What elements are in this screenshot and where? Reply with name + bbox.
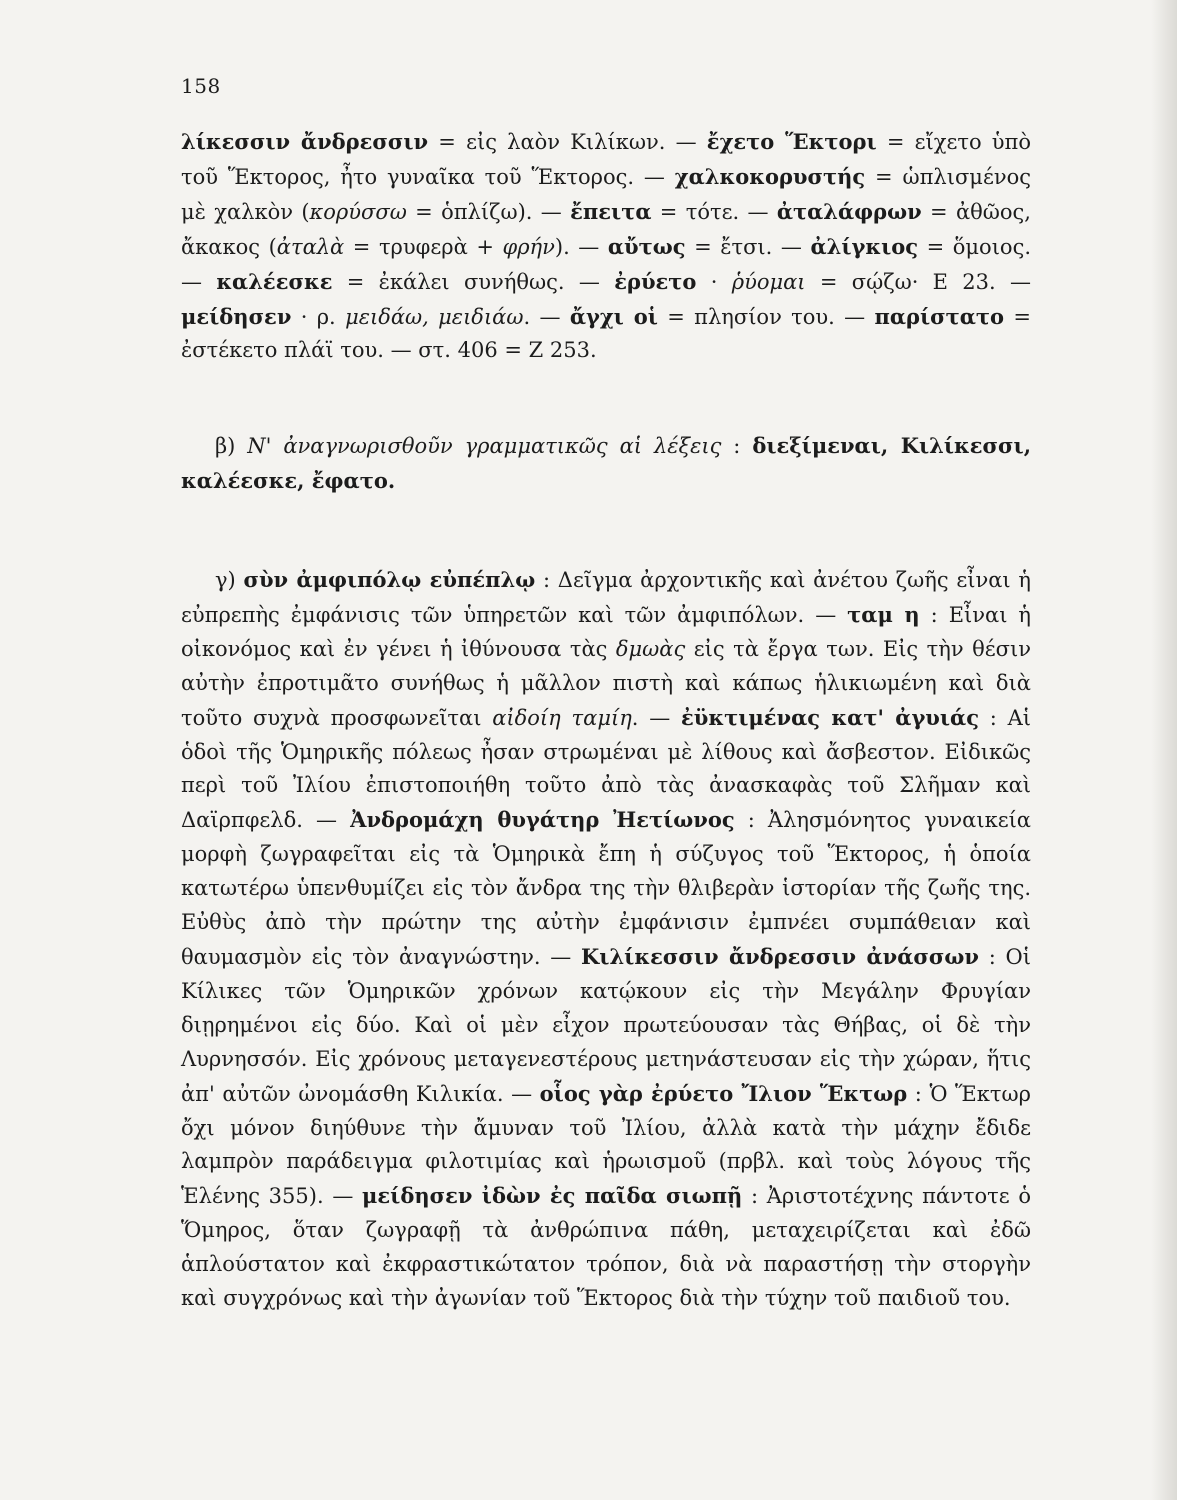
body-text: : Αἱ ὁδοὶ τῆς Ὁμηρικῆς πόλεως ἦσαν στρωμέναι μὲ λίθους καὶ ἄσβεστον. Εἰδικῶς περὶ τοῦ Ἰλίου ἐπιστοποιήθη τοῦτο ἀπὸ τὰς ἀνασκαφὰς τοῦ Σλῆμαν καὶ Δαϊρπφελδ. —: [181, 705, 1032, 833]
body-text: = ἐστέκετο πλάϊ του. — στ. 406 = Ζ 253.: [181, 304, 1031, 363]
body-text: γ): [215, 568, 244, 592]
italic-term: ἀταλὰ: [276, 234, 345, 259]
body-text: = ὡπλισμένος μὲ χαλκὸν (: [181, 164, 1031, 224]
grammar-exercise-paragraph: [181, 429, 1031, 499]
body-text: εἰς τὰ ἔργα των. Εἰς τὴν θέσιν αὐτὴν ἐπροτιμᾶτο συνήθως ἡ μᾶλλον πιστὴ καὶ κάπως ἡλικιωμένη καὶ διὰ τοῦτο συχνὰ προσφωνεῖται: [181, 636, 1031, 730]
body-text: = τρυφερὰ +: [344, 234, 503, 259]
body-text: : Οἱ Κίλικες τῶν Ὁμηρικῶν χρόνων κατῴκουν εἰς τὴν Μεγάλην Φρυγίαν διῃρημένοι εἰς δύο. Καὶ οἱ μὲν εἶχον πρωτεύουσαν τὰς Θήβας, οἱ δὲ τὴν Λυρνησσόν. Εἰς χρόνους μεταγενεστέρους μετηνάστευσαν εἰς τὴν χώραν, ἥτις ἀπ' αὐτῶν ὠνομάσθη Κιλικία. —: [181, 944, 1031, 1106]
headword: διεξίμεναι, Κιλίκεσσι, καλέεσκε, ἔφατο.: [181, 433, 1032, 493]
headword: ἄγχι οἱ: [569, 303, 658, 329]
body-text: : Δεῖγμα ἀρχοντικῆς καὶ ἀνέτου ζωῆς εἶναι ἡ εὐπρεπὴς ἐμφάνισις τῶν ὑπηρετῶν καὶ τῶν ἀμφιπόλων. —: [181, 568, 1031, 627]
headword: ἀταλάφρων: [776, 198, 922, 224]
body-text: = ἐκάλει συνήθως. —: [332, 269, 615, 294]
italic-term: Ν' ἀναγνωρισθοῦν γραμματικῶς αἱ λέξεις: [247, 434, 722, 458]
body-text: = εἰς λαὸν Κιλίκων. —: [428, 130, 707, 154]
body-text: ·: [696, 269, 732, 294]
headword: ἐϋκτιμένας κατ' ἀγυιάς: [681, 704, 979, 730]
body-text: = ἀθῶος, ἄκακος (: [181, 199, 1031, 259]
headword: ἔπειτα: [570, 198, 652, 224]
headword: Κιλίκεσσιν ἄνδρεσσιν ἀνάσσων: [581, 943, 979, 969]
body-text: : Ὁ Ἕκτωρ ὄχι μόνον διηύθυνε τὴν ἄμυναν τοῦ Ἰλίου, ἀλλὰ κατὰ τὴν μάχην ἔδιδε λαμπρὸν παράδειγμα φιλοτιμίας καὶ ἡρωισμοῦ (πρβλ. καὶ τοὺς λόγους τῆς Ἑλένης 355). —: [181, 1081, 1032, 1209]
body-text: = πλησίον του. —: [657, 304, 875, 329]
body-text: = ἔτσι. —: [685, 234, 811, 259]
italic-term: δμωὰς: [615, 636, 686, 661]
commentary-paragraph: [181, 563, 1031, 1316]
body-text: : Ἀριστοτέχνης πάντοτε ὁ Ὅμηρος, ὅταν ζωγραφῇ τὰ ἀνθρώπινα πάθη, μεταχειρίζεται καὶ ἐδῶ ἁπλούστατον καὶ ἐκφραστικώτατον τρόπον, διὰ νὰ παραστήσῃ τὴν στοργὴν καὶ συγχρόνως καὶ τὴν ἀγωνίαν τοῦ Ἕκτορος διὰ τὴν τύχην τοῦ παιδιοῦ του.: [181, 1184, 1031, 1311]
page-number: 158: [181, 74, 221, 98]
headword: ἔχετο Ἕκτορι: [706, 129, 877, 154]
body-text: = σῴζω· Ε 23. —: [805, 269, 1032, 294]
italic-term: φρήν: [502, 234, 555, 259]
headword: Ἀνδρομάχη θυγάτηρ Ἠετίωνος: [350, 807, 735, 833]
italic-term: ῥύομαι: [731, 269, 806, 294]
body-text: = ὅμοιος. —: [181, 234, 1032, 294]
headword: λίκεσσιν ἄνδρεσσιν: [181, 129, 429, 154]
body-text: = εἴχετο ὑπὸ τοῦ Ἕκτορος, ἦτο γυναῖκα τοῦ Ἕκτορος. —: [181, 130, 1031, 189]
body-text: :: [721, 434, 753, 458]
body-text: : Εἶναι ἡ οἰκονόμος καὶ ἐν γένει ἡ ἰθύνουσα τὰς: [181, 602, 1031, 661]
body-text: . —: [631, 705, 681, 730]
italic-term: αἰδοίη ταμίη: [492, 705, 632, 730]
body-text: · ρ.: [291, 304, 346, 329]
headword: αὔτως: [607, 233, 686, 259]
headword: σὺν ἀμφιπόλῳ εὐπέπλῳ: [243, 567, 536, 592]
body-text: . —: [523, 304, 570, 329]
italic-term: κορύσσω: [309, 199, 407, 224]
italic-term: μειδάω, μειδιάω: [345, 304, 524, 329]
paragraph-gamma: [181, 563, 1031, 1316]
headword: ταμ η: [847, 601, 920, 627]
headword: παρίστατο: [874, 303, 1005, 329]
headword: ἀλίγκιος: [810, 233, 919, 259]
body-text: = ὁπλίζω). —: [406, 199, 571, 224]
headword: καλέεσκε: [216, 268, 333, 294]
body-text: ). —: [554, 234, 608, 259]
body-text: β): [215, 434, 248, 458]
headword: ἐρύετο: [614, 268, 697, 294]
headword: μείδησεν: [181, 303, 292, 329]
headword: μείδησεν ἰδὼν ἐς παῖδα σιωπῇ: [362, 1183, 743, 1209]
glossary-paragraph: [181, 125, 1031, 368]
headword: οἷος γὰρ ἐρύετο Ἴλιον Ἕκτωρ: [539, 1080, 908, 1106]
body-text: : Ἀλησμόνητος γυναικεία μορφὴ ζωγραφεῖται εἰς τὰ Ὁμηρικὰ ἔπη ἡ σύζυγος τοῦ Ἕκτορος, ἡ ὁποία κατωτέρω ὑπενθυμίζει εἰς τὸν ἄνδρα της τὴν θλιβερὰν ἱστορίαν τῆς ζωῆς της. Εὐθὺς ἀπὸ τὴν πρώτην της αὐτὴν ἐμφάνισιν ἐμπνέει συμπάθειαν καὶ θαυμασμὸν εἰς τὸν ἀναγνώστην. —: [181, 808, 1031, 969]
headword: χαλκοκορυστής: [674, 163, 866, 189]
page-edge-shadow: [1151, 0, 1177, 1500]
paragraph-alpha: [181, 125, 1031, 368]
paragraph-beta: [181, 429, 1031, 499]
body-text: = τότε. —: [651, 199, 777, 224]
